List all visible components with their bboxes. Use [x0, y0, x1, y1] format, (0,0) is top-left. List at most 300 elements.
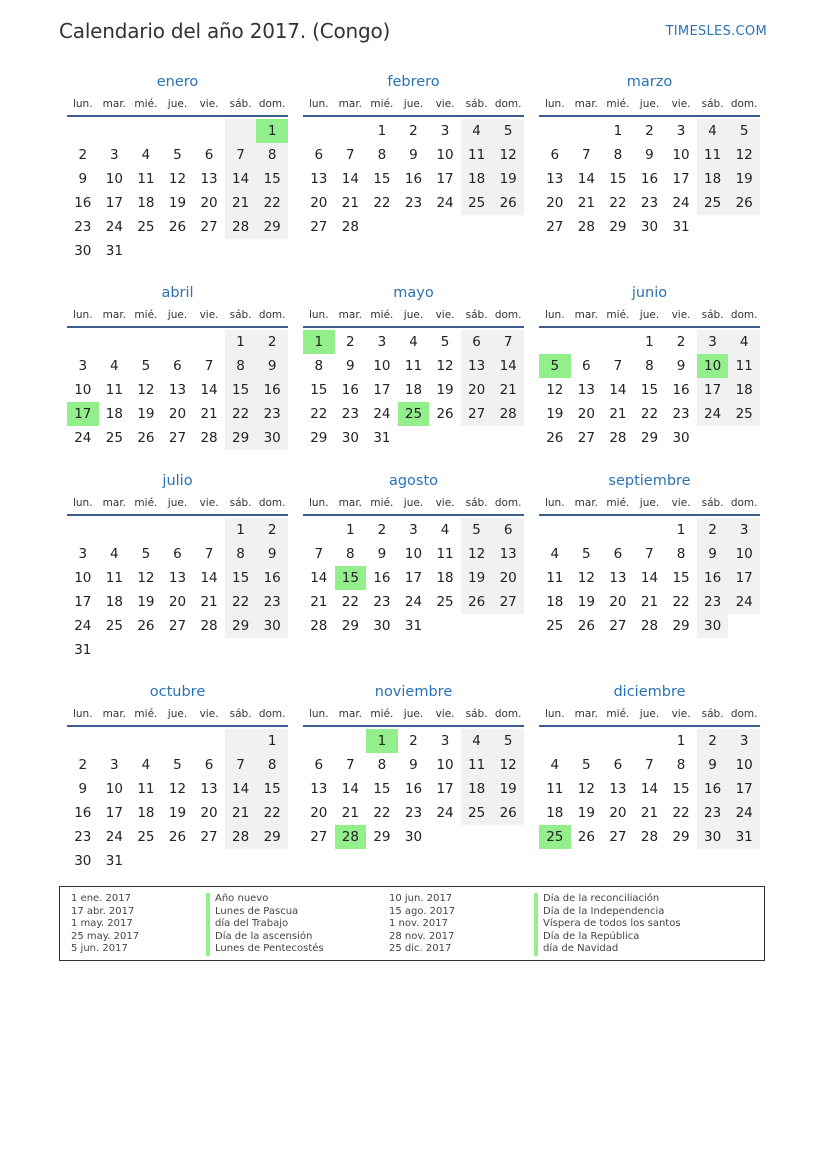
day-cell: 12 — [728, 143, 760, 167]
day-cell: 21 — [310, 594, 328, 610]
week-row — [539, 542, 760, 566]
day-cell: 18 — [105, 594, 123, 610]
weekday-label: vie. — [199, 309, 219, 321]
week-row — [303, 729, 524, 753]
day-cell: 24 — [728, 590, 760, 614]
day-cell: 30 — [74, 853, 92, 869]
day-cell: 25 — [697, 191, 729, 215]
day-cell: 10 — [74, 382, 92, 398]
day-cell: 15 — [256, 777, 288, 801]
day-cell: 13 — [609, 570, 627, 586]
day-cell: 24 — [105, 829, 123, 845]
empty-day-cell — [162, 638, 194, 662]
week-row — [303, 590, 524, 614]
weekday-label: sáb. — [701, 497, 724, 509]
weekday-label: sáb. — [701, 708, 724, 720]
empty-day-cell — [130, 729, 162, 753]
month-enero — [67, 71, 288, 263]
week-row — [539, 143, 760, 167]
day-cell: 10 — [105, 171, 123, 187]
weekday-label: mié. — [134, 309, 158, 321]
day-cell: 16 — [341, 382, 359, 398]
week-row — [303, 191, 524, 215]
weekday-header — [539, 304, 760, 328]
day-cell: 6 — [314, 757, 324, 773]
day-cell: 26 — [546, 430, 564, 446]
empty-day-cell — [162, 849, 194, 873]
weekday-label: mié. — [370, 309, 394, 321]
weekday-label: jue. — [639, 708, 660, 720]
day-cell: 4 — [409, 334, 418, 350]
day-cell: 23 — [74, 829, 92, 845]
day-cell: 20 — [310, 195, 328, 211]
day-cell: 28 — [577, 219, 595, 235]
day-cell: 26 — [137, 618, 155, 634]
weekday-label: vie. — [199, 98, 219, 110]
week-row — [67, 801, 288, 825]
day-cell: 23 — [404, 805, 423, 821]
weekday-label: sáb. — [465, 309, 488, 321]
month-mayo — [303, 282, 524, 450]
day-cell: 2 — [409, 123, 418, 139]
legend-date: 15 ago. 2017 — [389, 905, 456, 917]
day-cell: 9 — [697, 753, 729, 777]
month-name: octubre — [149, 684, 206, 700]
day-cell: 29 — [225, 614, 257, 638]
day-cell: 22 — [640, 406, 659, 422]
brand-link[interactable]: TIMESLES.COM — [665, 24, 767, 39]
week-row — [539, 330, 760, 354]
week-row — [539, 729, 760, 753]
day-cell: 16 — [256, 378, 288, 402]
day-cell: 27 — [577, 430, 595, 446]
day-cell: 22 — [225, 402, 257, 426]
empty-day-cell — [335, 729, 367, 753]
empty-day-cell — [67, 330, 99, 354]
day-cell: 22 — [373, 195, 391, 211]
day-cell: 14 — [640, 781, 659, 797]
week-row — [539, 753, 760, 777]
weekday-label: mié. — [370, 98, 394, 110]
weekday-label: lun. — [72, 309, 93, 321]
day-cell: 25 — [137, 829, 155, 845]
week-row — [539, 566, 760, 590]
day-cell: 1 — [256, 729, 288, 753]
day-cell: 21 — [225, 191, 257, 215]
weekday-label: jue. — [639, 98, 660, 110]
weekday-label: sáb. — [465, 708, 488, 720]
day-cell: 13 — [200, 171, 218, 187]
day-cell: 9 — [676, 358, 686, 374]
day-cell: 28 — [341, 219, 359, 235]
legend-holiday-name: día de Navidad — [534, 943, 681, 956]
weekday-label: sáb. — [229, 309, 252, 321]
day-cell: 7 — [204, 358, 214, 374]
day-cell: 2 — [78, 757, 88, 773]
day-cell: 11 — [461, 753, 493, 777]
week-row — [303, 167, 524, 191]
week-row — [67, 330, 288, 354]
legend-holiday-name: Día de la ascensión — [206, 931, 324, 944]
weekday-label: dom. — [258, 309, 286, 321]
day-cell: 29 — [609, 219, 627, 235]
day-cell: 9 — [346, 358, 355, 374]
weekday-label: sáb. — [465, 497, 488, 509]
weekday-label: mar. — [102, 708, 127, 720]
day-cell: 30 — [697, 825, 729, 849]
day-cell: 6 — [492, 518, 524, 542]
day-cell: 22 — [310, 406, 328, 422]
weekday-label: jue. — [403, 497, 424, 509]
day-cell: 21 — [225, 801, 257, 825]
day-cell: 5 — [728, 119, 760, 143]
empty-day-cell — [303, 729, 335, 753]
day-cell: 2 — [676, 334, 686, 350]
day-cell: 2 — [697, 518, 729, 542]
empty-day-cell — [492, 215, 524, 239]
month-agosto — [303, 470, 524, 638]
week-row — [67, 777, 288, 801]
day-cell: 3 — [110, 147, 119, 163]
day-cell: 8 — [377, 147, 387, 163]
day-cell: 12 — [168, 171, 187, 187]
day-cell: 29 — [672, 829, 690, 845]
empty-day-cell — [492, 825, 524, 849]
week-row — [67, 119, 288, 143]
day-cell: 8 — [225, 542, 257, 566]
day-cell: 12 — [577, 570, 595, 586]
weekday-label: lun. — [308, 98, 329, 110]
empty-day-cell — [539, 518, 571, 542]
day-cell: 19 — [492, 777, 524, 801]
empty-day-cell — [303, 119, 335, 143]
day-cell: 14 — [200, 382, 218, 398]
day-cell: 3 — [728, 518, 760, 542]
empty-day-cell — [225, 849, 257, 873]
day-cell: 23 — [640, 195, 659, 211]
day-cell: 20 — [609, 805, 627, 821]
day-cell: 25 — [728, 402, 760, 426]
month-noviembre — [303, 681, 524, 849]
empty-day-cell — [697, 426, 729, 450]
day-cell: 10 — [728, 542, 760, 566]
day-cell: 24 — [672, 195, 690, 211]
day-cell: 12 — [546, 382, 564, 398]
day-cell: 7 — [225, 753, 257, 777]
day-cell: 9 — [377, 546, 387, 562]
day-cell: 26 — [461, 590, 493, 614]
weekday-label: mar. — [574, 309, 599, 321]
day-cell: 15 — [373, 781, 391, 797]
week-row — [67, 542, 288, 566]
day-cell: 29 — [225, 426, 257, 450]
day-cell: 5 — [582, 757, 591, 773]
weekday-label: lun. — [72, 497, 93, 509]
day-cell: 12 — [168, 781, 187, 797]
weekday-label: mar. — [338, 309, 363, 321]
weekday-label: lun. — [308, 497, 329, 509]
day-cell: 29 — [341, 618, 359, 634]
empty-day-cell — [602, 330, 634, 354]
day-cell: 29 — [672, 618, 690, 634]
month-name: agosto — [388, 473, 439, 489]
weekday-label: vie. — [671, 309, 691, 321]
weekday-label: jue. — [167, 98, 188, 110]
day-cell: 15 — [672, 781, 690, 797]
legend-names-right — [534, 893, 681, 956]
day-cell: 1 — [303, 330, 335, 354]
day-cell: 6 — [204, 147, 214, 163]
day-cell: 11 — [436, 546, 454, 562]
legend-date: 1 nov. 2017 — [389, 918, 448, 930]
day-cell: 27 — [310, 829, 328, 845]
weekday-label: vie. — [435, 98, 455, 110]
weekday-label: mar. — [338, 98, 363, 110]
day-cell: 13 — [577, 382, 595, 398]
day-cell: 28 — [492, 402, 524, 426]
day-cell: 15 — [225, 378, 257, 402]
day-cell: 5 — [141, 546, 151, 562]
day-cell: 28 — [200, 618, 218, 634]
empty-day-cell — [67, 518, 99, 542]
day-cell: 15 — [256, 167, 288, 191]
empty-day-cell — [99, 119, 131, 143]
day-cell: 23 — [256, 590, 288, 614]
weekday-label: dom. — [258, 497, 286, 509]
weekday-label: vie. — [435, 497, 455, 509]
day-cell: 29 — [640, 430, 659, 446]
month-name: julio — [162, 473, 193, 489]
empty-day-cell — [193, 239, 225, 263]
weekday-header — [539, 93, 760, 117]
day-cell: 11 — [105, 382, 123, 398]
empty-day-cell — [130, 518, 162, 542]
weekday-label: sáb. — [701, 309, 724, 321]
day-cell: 24 — [105, 219, 123, 235]
day-cell: 6 — [173, 358, 182, 374]
day-cell: 13 — [168, 382, 187, 398]
week-row — [303, 378, 524, 402]
day-cell: 14 — [577, 171, 595, 187]
empty-day-cell — [571, 518, 603, 542]
day-cell: 7 — [613, 358, 623, 374]
day-cell: 7 — [225, 143, 257, 167]
day-cell: 11 — [697, 143, 729, 167]
day-cell: 29 — [256, 825, 288, 849]
day-cell: 13 — [461, 354, 493, 378]
day-cell: 6 — [613, 757, 623, 773]
week-row — [539, 378, 760, 402]
week-row — [539, 354, 760, 378]
week-row — [67, 638, 288, 662]
weekday-label: lun. — [308, 309, 329, 321]
day-cell: 17 — [373, 382, 391, 398]
day-cell: 13 — [310, 171, 328, 187]
day-cell: 27 — [310, 219, 328, 235]
day-cell: 5 — [539, 354, 571, 378]
month-febrero — [303, 71, 524, 239]
day-cell: 5 — [173, 147, 182, 163]
weekday-header — [539, 703, 760, 727]
day-cell: 18 — [461, 777, 493, 801]
day-cell: 20 — [546, 195, 564, 211]
weekday-label: lun. — [544, 708, 565, 720]
day-cell: 23 — [697, 801, 729, 825]
week-row — [67, 143, 288, 167]
day-cell: 19 — [168, 195, 187, 211]
day-cell: 5 — [173, 757, 182, 773]
day-cell: 8 — [346, 546, 355, 562]
month-name: junio — [631, 285, 668, 301]
day-cell: 17 — [105, 805, 123, 821]
weekday-label: mar. — [574, 708, 599, 720]
day-cell: 20 — [200, 195, 218, 211]
day-cell: 17 — [105, 195, 123, 211]
day-cell: 1 — [256, 119, 288, 143]
day-cell: 29 — [373, 829, 391, 845]
day-cell: 3 — [78, 358, 88, 374]
day-cell: 18 — [546, 594, 564, 610]
empty-day-cell — [602, 518, 634, 542]
week-row — [67, 566, 288, 590]
day-cell: 17 — [67, 402, 99, 426]
weekday-label: jue. — [639, 309, 660, 321]
day-cell: 17 — [404, 570, 423, 586]
day-cell: 24 — [74, 430, 92, 446]
weekday-label: dom. — [258, 708, 286, 720]
day-cell: 25 — [436, 594, 454, 610]
weekday-label: mié. — [370, 497, 394, 509]
day-cell: 19 — [492, 167, 524, 191]
month-abril — [67, 282, 288, 450]
week-row — [539, 777, 760, 801]
day-cell: 4 — [550, 546, 560, 562]
day-cell: 6 — [204, 757, 214, 773]
day-cell: 24 — [373, 406, 391, 422]
day-cell: 5 — [492, 119, 524, 143]
weekday-label: sáb. — [701, 98, 724, 110]
month-name: enero — [156, 74, 199, 90]
week-row — [539, 426, 760, 450]
week-row — [67, 849, 288, 873]
day-cell: 16 — [256, 566, 288, 590]
day-cell: 8 — [225, 354, 257, 378]
legend-date: 10 jun. 2017 — [389, 893, 453, 904]
empty-day-cell — [99, 330, 131, 354]
weekday-label: dom. — [494, 98, 522, 110]
empty-day-cell — [225, 729, 257, 753]
weekday-header — [67, 492, 288, 516]
day-cell: 18 — [461, 167, 493, 191]
empty-day-cell — [728, 614, 760, 638]
day-cell: 21 — [492, 378, 524, 402]
day-cell: 10 — [672, 147, 690, 163]
day-cell: 15 — [335, 566, 367, 590]
holiday-legend — [59, 886, 765, 961]
weekday-label: jue. — [403, 98, 424, 110]
weekday-header — [67, 703, 288, 727]
weekday-label: vie. — [671, 497, 691, 509]
empty-day-cell — [461, 614, 493, 638]
day-cell: 23 — [404, 195, 423, 211]
empty-day-cell — [162, 518, 194, 542]
day-cell: 21 — [577, 195, 595, 211]
empty-day-cell — [728, 426, 760, 450]
week-row — [67, 354, 288, 378]
month-julio — [67, 470, 288, 662]
weekday-label: mar. — [338, 708, 363, 720]
day-cell: 25 — [105, 618, 123, 634]
day-cell: 28 — [640, 618, 659, 634]
empty-day-cell — [539, 119, 571, 143]
day-cell: 27 — [168, 618, 187, 634]
day-cell: 19 — [546, 406, 564, 422]
weekday-label: mar. — [102, 497, 127, 509]
day-cell: 12 — [137, 382, 155, 398]
day-cell: 21 — [640, 805, 659, 821]
day-cell: 3 — [728, 729, 760, 753]
day-cell: 8 — [314, 358, 324, 374]
day-cell: 17 — [74, 594, 92, 610]
empty-day-cell — [67, 119, 99, 143]
weekday-label: dom. — [730, 497, 758, 509]
legend-holiday-name: Día de la reconciliación — [534, 893, 681, 906]
weekday-label: lun. — [72, 98, 93, 110]
day-cell: 21 — [341, 195, 359, 211]
weekday-label: vie. — [435, 708, 455, 720]
day-cell: 30 — [672, 430, 690, 446]
weekday-label: mié. — [134, 98, 158, 110]
day-cell: 1 — [613, 123, 623, 139]
day-cell: 4 — [141, 147, 151, 163]
day-cell: 25 — [398, 402, 430, 426]
day-cell: 4 — [440, 522, 450, 538]
day-cell: 17 — [697, 378, 729, 402]
day-cell: 16 — [404, 171, 423, 187]
day-cell: 2 — [256, 518, 288, 542]
week-row — [67, 518, 288, 542]
empty-day-cell — [571, 330, 603, 354]
empty-day-cell — [162, 239, 194, 263]
week-row — [303, 215, 524, 239]
empty-day-cell — [225, 638, 257, 662]
day-cell: 12 — [492, 143, 524, 167]
weekday-label: jue. — [167, 497, 188, 509]
day-cell: 19 — [577, 594, 595, 610]
day-cell: 9 — [256, 354, 288, 378]
weekday-label: sáb. — [229, 708, 252, 720]
day-cell: 22 — [256, 191, 288, 215]
weekday-label: sáb. — [229, 497, 252, 509]
day-cell: 27 — [200, 219, 218, 235]
day-cell: 3 — [110, 757, 119, 773]
empty-day-cell — [67, 729, 99, 753]
day-cell: 14 — [341, 171, 359, 187]
day-cell: 25 — [461, 191, 493, 215]
day-cell: 9 — [256, 542, 288, 566]
day-cell: 3 — [78, 546, 88, 562]
day-cell: 26 — [728, 191, 760, 215]
day-cell: 2 — [377, 522, 387, 538]
day-cell: 4 — [461, 119, 493, 143]
week-row — [539, 191, 760, 215]
day-cell: 17 — [672, 171, 690, 187]
weekday-label: mar. — [102, 98, 127, 110]
day-cell: 22 — [672, 805, 690, 821]
weekday-label: mié. — [606, 497, 630, 509]
empty-day-cell — [398, 215, 430, 239]
day-cell: 19 — [436, 382, 454, 398]
